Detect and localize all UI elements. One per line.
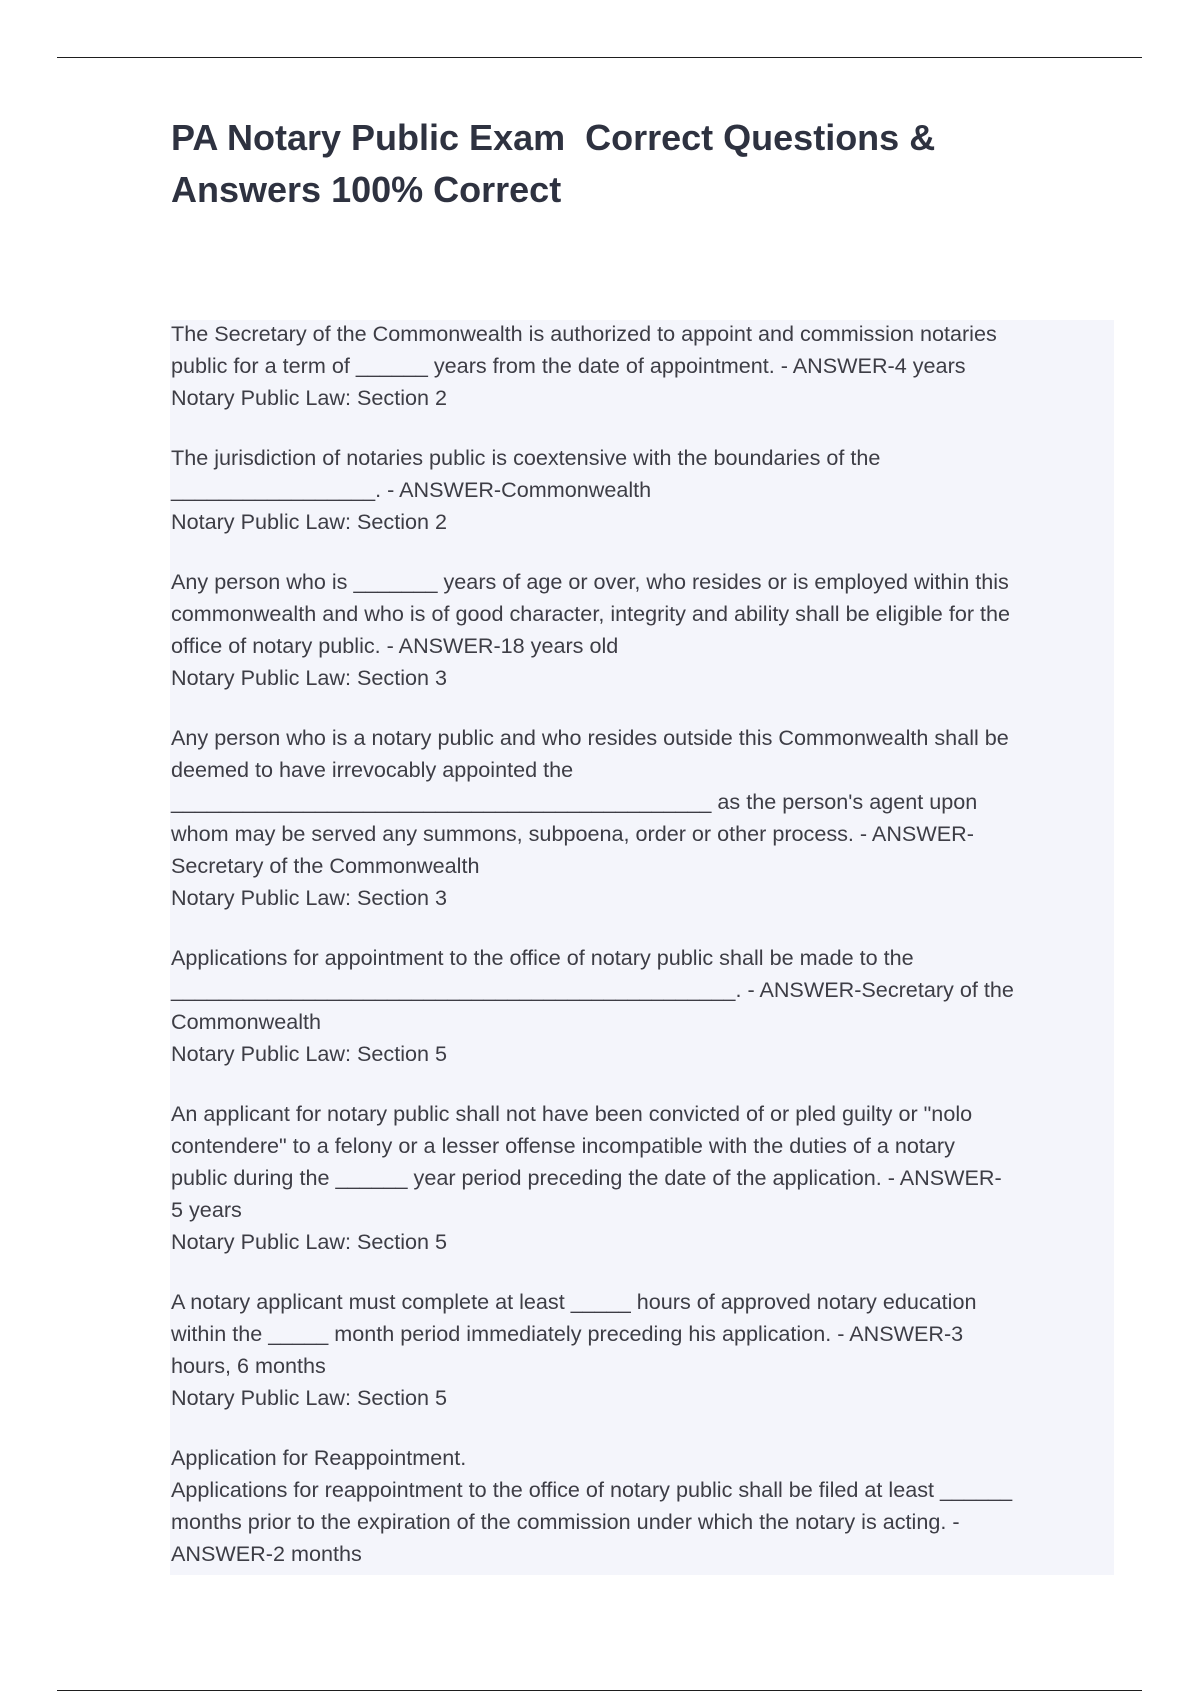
qa-line: Notary Public Law: Section 5 bbox=[171, 1229, 448, 1254]
qa-line: The Secretary of the Commonwealth is authorized to appoint and commission notaries bbox=[171, 321, 997, 346]
qa-item bbox=[171, 942, 1116, 1070]
qa-line: Notary Public Law: Section 3 bbox=[171, 885, 448, 910]
qa-line: Notary Public Law: Section 2 bbox=[171, 509, 448, 534]
qa-item bbox=[171, 722, 1116, 914]
qa-line: 5 years bbox=[171, 1197, 242, 1222]
qa-line: Notary Public Law: Section 3 bbox=[171, 665, 448, 690]
qa-line: _____________________________________________ as the person's agent upon bbox=[171, 789, 978, 814]
qa-item bbox=[171, 1286, 1116, 1414]
qa-item bbox=[171, 318, 1116, 414]
qa-line: months prior to the expiration of the commission under which the notary is acting. - bbox=[171, 1509, 960, 1534]
qa-item bbox=[171, 1442, 1116, 1570]
title-line-2: Answers 100% Correct bbox=[171, 169, 562, 210]
qa-item bbox=[171, 1098, 1116, 1258]
qa-line: An applicant for notary public shall not have been convicted of or pled guilty or "nolo bbox=[171, 1101, 973, 1126]
document-title bbox=[171, 112, 1101, 216]
title-line-1: PA Notary Public Exam Correct Questions & bbox=[171, 117, 936, 158]
qa-line: public during the ______ year period preceding the date of the application. - ANSWER- bbox=[171, 1165, 1002, 1190]
qa-line: office of notary public. - ANSWER-18 years old bbox=[171, 633, 619, 658]
qa-line: _______________________________________________. - ANSWER-Secretary of the bbox=[171, 977, 1014, 1002]
qa-line: public for a term of ______ years from the date of appointment. - ANSWER-4 years bbox=[171, 353, 966, 378]
qa-line: Applications for reappointment to the office of notary public shall be filed at least ______ bbox=[171, 1477, 1013, 1502]
qa-line: deemed to have irrevocably appointed the bbox=[171, 757, 574, 782]
qa-line: _________________. - ANSWER-Commonwealth bbox=[171, 477, 652, 502]
qa-line: Any person who is a notary public and who resides outside this Commonwealth shall be bbox=[171, 725, 1009, 750]
qa-line: Any person who is _______ years of age or over, who resides or is employed within this bbox=[171, 569, 1009, 594]
qa-line: Application for Reappointment. bbox=[171, 1445, 467, 1470]
qa-line: hours, 6 months bbox=[171, 1353, 326, 1378]
qa-line: Notary Public Law: Section 5 bbox=[171, 1385, 448, 1410]
qa-item bbox=[171, 566, 1116, 694]
qa-line: ANSWER-2 months bbox=[171, 1541, 362, 1566]
qa-item bbox=[171, 442, 1116, 538]
qa-line: Notary Public Law: Section 2 bbox=[171, 385, 448, 410]
qa-line: commonwealth and who is of good character, integrity and ability shall be eligible for the bbox=[171, 601, 1011, 626]
qa-line: Commonwealth bbox=[171, 1009, 322, 1034]
qa-line: A notary applicant must complete at least _____ hours of approved notary education bbox=[171, 1289, 977, 1314]
top-divider bbox=[57, 57, 1142, 58]
qa-line: The jurisdiction of notaries public is coextensive with the boundaries of the bbox=[171, 445, 881, 470]
qa-line: contendere" to a felony or a lesser offense incompatible with the duties of a notary bbox=[171, 1133, 955, 1158]
qa-line: whom may be served any summons, subpoena, order or other process. - ANSWER- bbox=[171, 821, 974, 846]
qa-line: Notary Public Law: Section 5 bbox=[171, 1041, 448, 1066]
qa-line: Secretary of the Commonwealth bbox=[171, 853, 480, 878]
bottom-divider bbox=[57, 1690, 1142, 1691]
qa-line: within the _____ month period immediately preceding his application. - ANSWER-3 bbox=[171, 1321, 964, 1346]
qa-line: Applications for appointment to the office of notary public shall be made to the bbox=[171, 945, 914, 970]
qa-list bbox=[171, 318, 1116, 1598]
